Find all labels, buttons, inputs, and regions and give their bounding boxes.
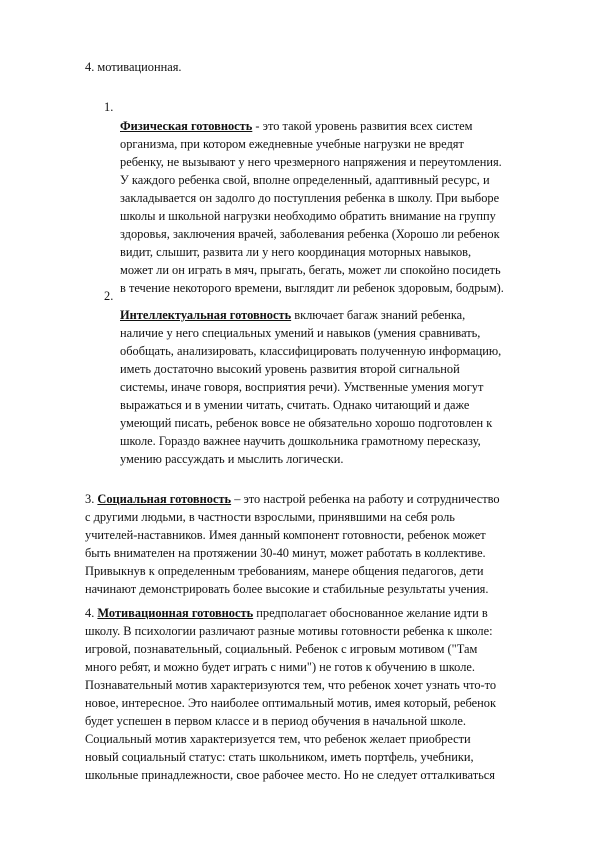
term-motivational-readiness: Мотивационная готовность (97, 606, 254, 620)
list-item-physical-readiness: Физическая готовность - это такой уровень развития всех систем организма, при котором ежедневные учебные нагрузки не вредят ребенку, не вызывают у него чрезмерного напряжения и переутомления. У каждого ребенка свой, вполне определенный, адаптивный ресурс, и закладывается он задолго до поступления ребенка в школу. При выборе школы и школьной нагрузки необходимо обратить внимание на группу здоровья, заключения врачей, заболевания ребенка (Хорошо ли ребенок видит, слышит, развита ли у него координация моторных навыков, может ли он играть в мяч, прыгать, бегать, может ли спокойно посидеть в течение некоторого времени, выглядит ли ребенок здоровым, бодрым). (120, 119, 504, 295)
term-intellectual-readiness: Интеллектуальная готовность (120, 308, 292, 322)
list-number-2: 2. (104, 289, 114, 303)
section-heading: 4. мотивационная. (85, 60, 182, 74)
paragraph-motivational-readiness: 4. Мотивационная готовность предполагает обоснованное желание идти в школу. В психологии различают разные мотивы готовности ребенка к школе: игровой, познавательный, социальный. Ребенок с игровым мотивом ("Там много ребят, и можно будет играть с ними") не готов к обучению в школе. Познавательный мотив характеризуются тем, что ребенок хочет узнать что-то новое, интересное. Это наиболее оптимальный мотив, имея который, ребенок будет успешен в первом классе и в период обучения в начальной школе. Социальный мотив характеризуется тем, что ребенок желает приобрести новый социальный статус: стать школьником, иметь портфель, учебники, школьные принадлежности, свое рабочее место. Но не следует отталкиваться (85, 606, 497, 782)
paragraph-social-readiness: 3. Социальная готовность – это настрой ребенка на работу и сотрудничество с другими людьми, в частности взрослыми, принявшими на себя роль учителей-наставников. Имея данный компонент готовности, ребенок может быть внимателен на протяжении 30-40 минут, может работать в коллективе. Привыкнув к определенным требованиям, манере общения педагогов, дети начинают демонстрировать более высокие и стабильные результаты учения. (85, 492, 500, 596)
term-physical-readiness: Физическая готовность (120, 119, 253, 133)
list-item-intellectual-readiness: Интеллектуальная готовность включает багаж знаний ребенка, наличие у него специальных умений и навыков (умения сравнивать, обобщать, анализировать, классифицировать полученную информацию, иметь достаточно высокий уровень развития второй сигнальной системы, иначе говоря, восприятия речи). Умственные умения могут выражаться и в умении читать, считать. Однако читающий и даже умеющий писать, ребенок вовсе не обязательно хорошо подготовлен к школе. Гораздо важнее научить дошкольника грамотному пересказу, умению рассуждать и мыслить логически. (120, 308, 502, 466)
term-social-readiness: Социальная готовность (97, 492, 232, 506)
list-number-1: 1. (104, 100, 114, 114)
